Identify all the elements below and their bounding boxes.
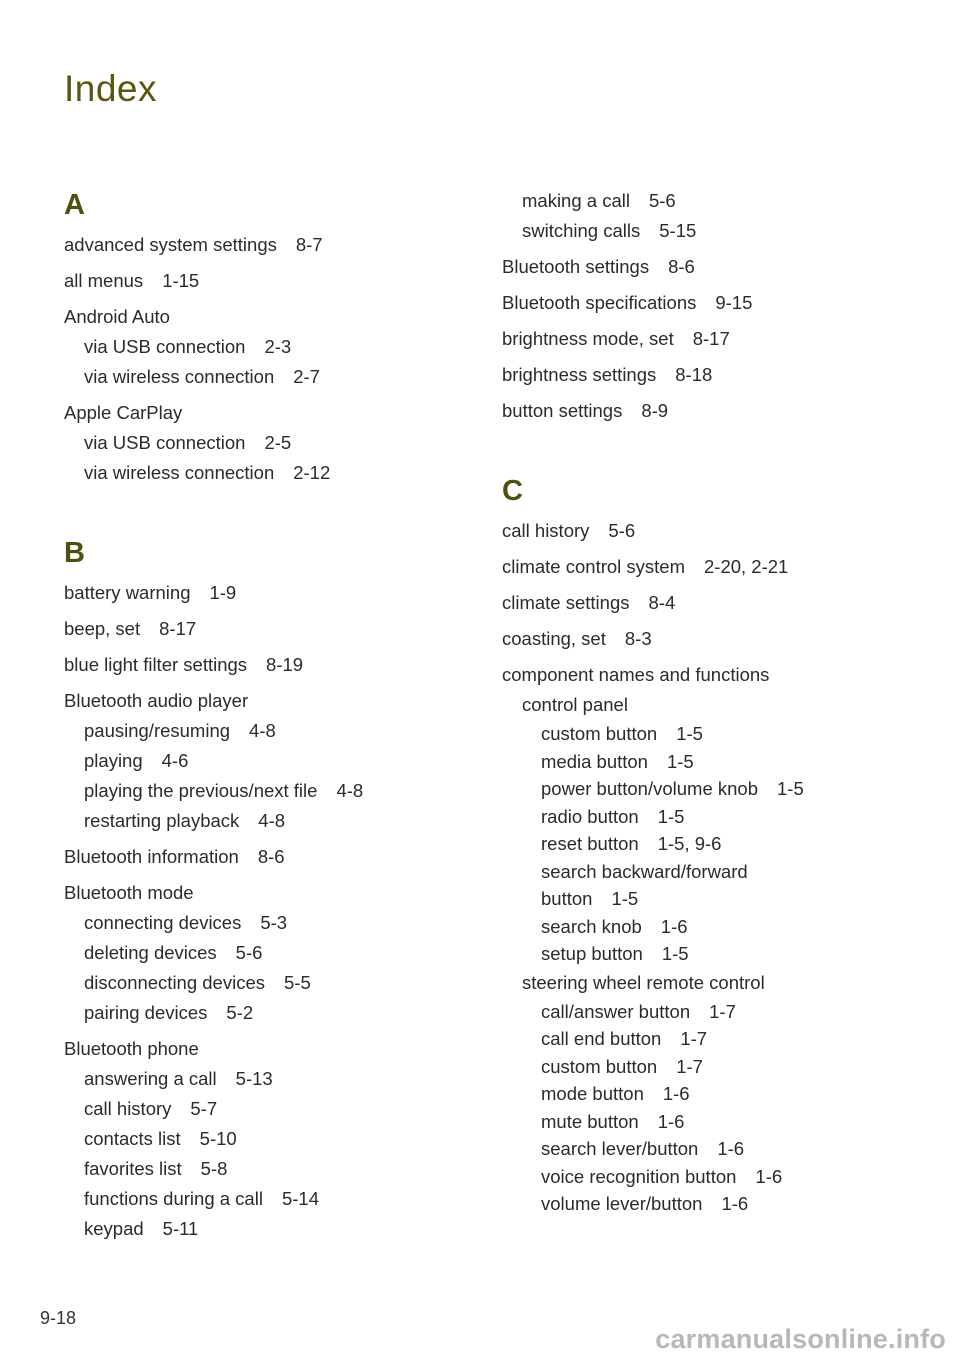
- section-letter-b: B: [64, 537, 85, 569]
- index-entry: climate settings 8-4: [502, 592, 676, 613]
- index-entry: component names and functions: [502, 664, 770, 685]
- index-subentry: switching calls 5-15: [522, 220, 697, 241]
- index-entry: Bluetooth specifications 9-15: [502, 292, 753, 313]
- page-ref: 2-20, 2-21: [704, 556, 789, 577]
- index-subentry: via USB connection 2-5: [84, 432, 292, 453]
- index-entry: Bluetooth mode: [64, 882, 194, 903]
- index-entry: Android Auto: [64, 306, 170, 327]
- index-entry: battery warning 1-9: [64, 582, 237, 603]
- page-ref: 8-17: [692, 328, 730, 349]
- index-entry: Bluetooth audio player: [64, 690, 249, 711]
- index-entry: call history 5-6: [502, 520, 636, 541]
- index-subsubentry: power button/volume knob 1-5: [541, 778, 804, 799]
- page-ref: 5-6: [235, 942, 263, 963]
- page-ref: 2-12: [293, 462, 331, 483]
- page-ref: 8-6: [257, 846, 285, 867]
- index-subsubentry: radio button 1-5: [541, 805, 685, 827]
- page-ref: 8-18: [675, 364, 713, 385]
- index-subsubentry: setup button 1-5: [541, 943, 689, 964]
- page-ref: 1-6: [721, 1193, 749, 1214]
- page-ref: 5-5: [284, 972, 311, 993]
- page-ref: 5-7: [190, 1098, 218, 1119]
- page-ref: 8-17: [159, 618, 197, 639]
- index-subentry: via wireless connection 2-7: [84, 366, 320, 387]
- page-ref: 5-11: [162, 1218, 199, 1239]
- page-ref: 1-6: [717, 1138, 745, 1159]
- index-subentry: pairing devices 5-2: [84, 1002, 254, 1023]
- section-letter-c: C: [502, 475, 523, 507]
- page-ref: 1-6: [662, 1083, 690, 1104]
- page-ref: 5-8: [200, 1158, 228, 1179]
- page-ref: 1-5: [666, 750, 694, 772]
- page-ref: 4-8: [249, 720, 276, 741]
- index-entry: blue light filter settings 8-19: [64, 654, 304, 675]
- index-subsubentry: button 1-5: [541, 888, 639, 909]
- index-subentry: keypad 5-11: [84, 1218, 199, 1239]
- section-a: [64, 186, 464, 488]
- page-ref: 5-13: [235, 1068, 273, 1089]
- index-subentry: connecting devices 5-3: [84, 912, 288, 933]
- index-subsubentry: call end button 1-7: [541, 1028, 708, 1049]
- index-subentry: making a call 5-6: [522, 190, 676, 211]
- index-entry: beep, set 8-17: [64, 618, 197, 639]
- page-ref: 1-6: [657, 1110, 685, 1132]
- page-title: Index: [64, 68, 158, 109]
- page-ref: 1-7: [680, 1028, 708, 1049]
- index-subsubentry: volume lever/button 1-6: [541, 1193, 749, 1214]
- index-subsubentry: search lever/button 1-6: [541, 1138, 745, 1159]
- section-c: [502, 472, 902, 1218]
- index-subentry: deleting devices 5-6: [84, 942, 263, 963]
- index-subsubentry: search knob 1-6: [541, 915, 688, 937]
- index-subsubentry: voice recognition button 1-6: [541, 1165, 783, 1187]
- index-entry: climate control system 2-20, 2-21: [502, 556, 789, 577]
- index-subsubentry: mute button 1-6: [541, 1110, 685, 1132]
- index-subsubentry: search backward/forward: [541, 860, 748, 882]
- page-ref: 2-5: [264, 432, 292, 453]
- index-subsubentry: mode button 1-6: [541, 1083, 690, 1104]
- page-ref: 5-10: [199, 1128, 237, 1149]
- index-subsubentry: reset button 1-5, 9-6: [541, 833, 722, 854]
- page-ref: 8-4: [648, 592, 676, 613]
- index-subentry: disconnecting devices 5-5: [84, 972, 311, 993]
- index-subsubentry: custom button 1-7: [541, 1055, 703, 1077]
- index-subentry: functions during a call 5-14: [84, 1188, 319, 1209]
- index-subsubentry: call/answer button 1-7: [541, 1000, 736, 1022]
- page-ref: 1-5: [611, 888, 639, 909]
- page-ref: 1-7: [676, 1055, 703, 1077]
- index-subentry: playing 4-6: [84, 750, 189, 771]
- index-entry: button settings 8-9: [502, 400, 669, 421]
- index-subentry: restarting playback 4-8: [84, 810, 286, 831]
- page-ref: 5-15: [659, 220, 697, 241]
- section-b-continued: [502, 186, 902, 426]
- page-number: 9-18: [40, 1308, 77, 1328]
- index-subentry: call history 5-7: [84, 1098, 218, 1119]
- page-ref: 4-6: [161, 750, 189, 771]
- page-ref: 8-19: [266, 654, 304, 675]
- index-subsubentry: custom button 1-5: [541, 723, 703, 744]
- page-ref: 5-6: [648, 190, 676, 211]
- index-column-left: [64, 186, 464, 1244]
- page-ref: 1-5: [657, 805, 685, 827]
- index-entry: Apple CarPlay: [64, 402, 183, 423]
- index-entry: Bluetooth phone: [64, 1038, 199, 1059]
- section-letter-a: A: [64, 189, 85, 221]
- page-ref: 5-14: [281, 1188, 319, 1209]
- index-entry: brightness mode, set 8-17: [502, 328, 730, 349]
- page-ref: 1-5: [676, 723, 703, 744]
- page-ref: 2-7: [293, 366, 320, 387]
- index-subentry: control panel: [522, 694, 628, 715]
- index-subentry: via USB connection 2-3: [84, 336, 292, 357]
- page-ref: 8-6: [668, 256, 695, 277]
- page-ref: 5-3: [260, 912, 288, 933]
- index-subentry: playing the previous/next file 4-8: [84, 780, 364, 801]
- index-entry: advanced system settings 8-7: [64, 234, 323, 255]
- page-ref: 1-5, 9-6: [657, 833, 722, 854]
- page-ref: 1-6: [660, 915, 688, 937]
- page-ref: 5-2: [226, 1002, 254, 1023]
- page-ref: 8-7: [295, 234, 323, 255]
- index-entry: brightness settings 8-18: [502, 364, 713, 385]
- page-ref: 8-3: [624, 628, 652, 649]
- page-ref: 1-7: [709, 1000, 736, 1022]
- page-ref: 4-8: [258, 810, 286, 831]
- page-ref: 1-6: [755, 1165, 783, 1187]
- index-entry: all menus 1-15: [64, 270, 200, 291]
- section-b: [64, 534, 464, 1244]
- index-entry: Bluetooth information 8-6: [64, 846, 285, 867]
- page-ref: 5-6: [608, 520, 636, 541]
- page-ref: 1-5: [661, 943, 689, 964]
- page-ref: 9-15: [715, 292, 753, 313]
- page-ref: 8-9: [641, 400, 669, 421]
- index-entry: Bluetooth settings 8-6: [502, 256, 695, 277]
- watermark-logo: carmanualsonline.info: [655, 1324, 946, 1354]
- index-subentry: pausing/resuming 4-8: [84, 720, 276, 741]
- index-subsubentry: media button 1-5: [541, 750, 694, 772]
- page-ref: 2-3: [264, 336, 292, 357]
- index-column-right: [502, 186, 902, 1218]
- index-subentry: favorites list 5-8: [84, 1158, 228, 1179]
- index-subentry: via wireless connection 2-12: [84, 462, 331, 483]
- index-subentry: steering wheel remote control: [522, 971, 765, 993]
- page-ref: 4-8: [336, 780, 364, 801]
- page-ref: 1-15: [162, 270, 200, 291]
- index-subentry: answering a call 5-13: [84, 1068, 273, 1089]
- page-ref: 1-9: [209, 582, 237, 603]
- page-ref: 1-5: [777, 778, 804, 799]
- index-entry: coasting, set 8-3: [502, 628, 652, 649]
- index-subentry: contacts list 5-10: [84, 1128, 237, 1149]
